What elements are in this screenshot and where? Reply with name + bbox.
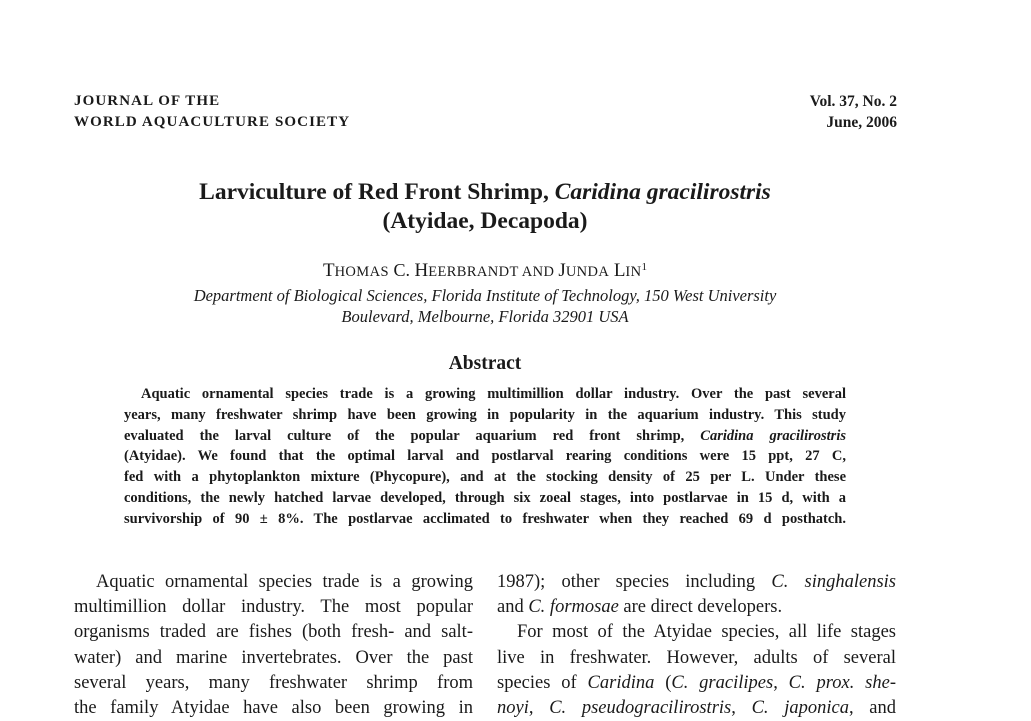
- author-footnote-mark: 1: [641, 261, 648, 273]
- abstract-heading: Abstract: [448, 353, 522, 374]
- abstract-line: Aquatic ornamental species trade is a growing multimillion dollar industry. Over the past several: [141, 386, 846, 402]
- abstract-line: conditions, the newly hatched larvae developed, through six zoeal stages, into postlarvae in 15 d, with a: [124, 489, 846, 506]
- abstract-line: [124, 426, 846, 447]
- body-line: [497, 595, 896, 620]
- abstract-text: [124, 384, 846, 530]
- author-1-last-initial: H: [414, 260, 429, 281]
- body-text: and: [497, 597, 529, 618]
- paper-title: [0, 178, 970, 236]
- journal-name-line-2: WORLD AQUACULTURE SOCIETY: [74, 114, 351, 130]
- author-1-last-rest: EERBRANDT: [428, 264, 519, 280]
- body-line: several years, many freshwater shrimp from: [74, 672, 473, 693]
- body-species-name: C. japonica: [751, 698, 849, 719]
- title-species-name: Caridina gracilirostris: [554, 179, 771, 205]
- abstract-line-text: evaluated the larval culture of the popular aquarium red front shrimp,: [124, 427, 701, 444]
- author-1-first-rest: HOMAS: [334, 264, 389, 280]
- body-genus-name: Caridina: [587, 672, 655, 693]
- body-text: (: [654, 672, 672, 693]
- body-text: ,: [731, 698, 752, 719]
- body-species-name: noyi: [497, 698, 529, 719]
- body-line: water) and marine invertebrates. Over the past: [74, 647, 473, 668]
- author-1-middle: C.: [388, 260, 415, 280]
- author-list: [0, 255, 970, 284]
- body-species-name: C. gracilipes: [671, 672, 774, 693]
- author-2-last-initial: L: [613, 260, 626, 281]
- author-2-last-rest: IN: [625, 264, 642, 280]
- body-line: organisms traded are fishes (both fresh- and salt-: [74, 622, 473, 643]
- body-species-name: C. pseudogracilirostris: [549, 698, 732, 719]
- abstract-line: (Atyidae). We found that the optimal larval and postlarval rearing conditions were 15 ppt, 27 C,: [124, 448, 846, 465]
- issue-info: [810, 91, 897, 133]
- author-affiliation: [0, 285, 970, 327]
- body-line: [497, 570, 896, 595]
- body-species-name: C. formosae: [528, 597, 619, 618]
- body-line: For most of the Atyidae species, all life stages: [517, 622, 896, 643]
- abstract-line: survivorship of 90 ± 8%. The postlarvae acclimated to freshwater when they reached 69 d posthatch.: [124, 510, 846, 527]
- body-text: ,: [773, 672, 789, 693]
- author-conjunction: AND: [518, 264, 559, 280]
- volume-number: Vol. 37, No. 2: [809, 93, 897, 110]
- author-2-first-initial: J: [558, 260, 566, 281]
- author-2-first-rest: UNDA: [565, 264, 610, 280]
- body-line: [497, 696, 896, 721]
- body-line: live in freshwater. However, adults of several: [497, 647, 896, 668]
- body-line: Aquatic ornamental species trade is a growing: [96, 572, 473, 592]
- title-line-2: (Atyidae, Decapoda): [382, 208, 588, 234]
- journal-name: [74, 91, 350, 133]
- affiliation-line-1: Department of Biological Sciences, Florida Institute of Technology, 150 West University: [193, 286, 777, 305]
- journal-name-line-1: JOURNAL OF THE: [74, 93, 221, 109]
- affiliation-line-2: Boulevard, Melbourne, Florida 32901 USA: [341, 307, 629, 326]
- abstract-line: years, many freshwater shrimp have been growing in popularity in the aquarium industry. This study: [124, 406, 846, 423]
- author-1-first-initial: T: [322, 260, 335, 281]
- abstract-species-name: Caridina gracilirostris: [700, 427, 846, 444]
- issue-date: June, 2006: [826, 114, 897, 131]
- body-text: are direct developers.: [618, 597, 783, 618]
- body-text: species of: [497, 672, 588, 693]
- title-line-1: [0, 178, 970, 207]
- abstract-line: fed with a phytoplankton mixture (Phycopure), and at the stocking density of 25 per L. Under these: [124, 469, 846, 486]
- body-column-left: [74, 570, 473, 721]
- body-species-name: C. singhalensis: [771, 572, 896, 592]
- body-line: multimillion dollar industry. The most popular: [74, 597, 473, 618]
- body-line: the family Atyidae have also been growing in: [74, 698, 473, 719]
- body-text: 1987); other species including: [497, 572, 772, 592]
- title-text: Larviculture of Red Front Shrimp,: [199, 179, 555, 205]
- body-line: [497, 671, 896, 696]
- body-species-name: C. prox. she-: [788, 672, 896, 693]
- body-column-right: [497, 570, 896, 721]
- body-text: , and: [848, 698, 896, 719]
- body-text: ,: [528, 698, 550, 719]
